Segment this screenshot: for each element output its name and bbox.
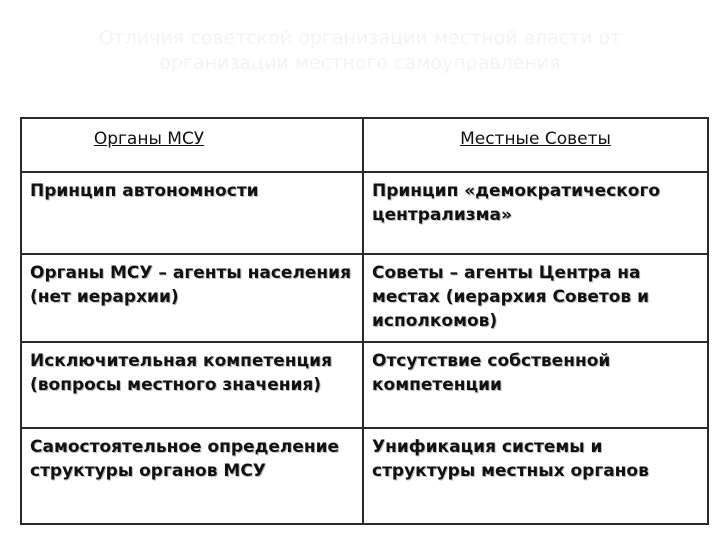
comparison-table: [20, 117, 709, 525]
table-cell-r3-c1: Исключительная компетенция (вопросы местного значения): [22, 343, 362, 429]
table-cell-r1-c1: Принцип автономности: [22, 173, 362, 255]
slide-title: [60, 26, 660, 76]
table-cell-r3-c2: Отсутствие собственной компетенции: [362, 343, 707, 429]
table-cell-r4-c2: Унификация системы и структуры местных органов: [362, 429, 707, 523]
slide-title-line-1: Отличия советской организации местной власти от: [98, 27, 622, 49]
table-cell-r2-c2: Советы – агенты Центра на местах (иерархия Советов и исполкомов): [362, 255, 707, 343]
table-cell-r4-c1: Самостоятельное определение структуры органов МСУ: [30, 437, 340, 481]
header-msu: Органы МСУ: [22, 119, 362, 173]
table-cell-r2-c1: Органы МСУ – агенты населения (нет иерархии): [22, 255, 362, 343]
table-cell-r1-c2: Принцип «демократического централизма»: [362, 173, 707, 255]
header-local-soviets: Местные Советы: [362, 119, 707, 173]
slide-title-line-2: организации местного самоуправления: [159, 52, 561, 74]
